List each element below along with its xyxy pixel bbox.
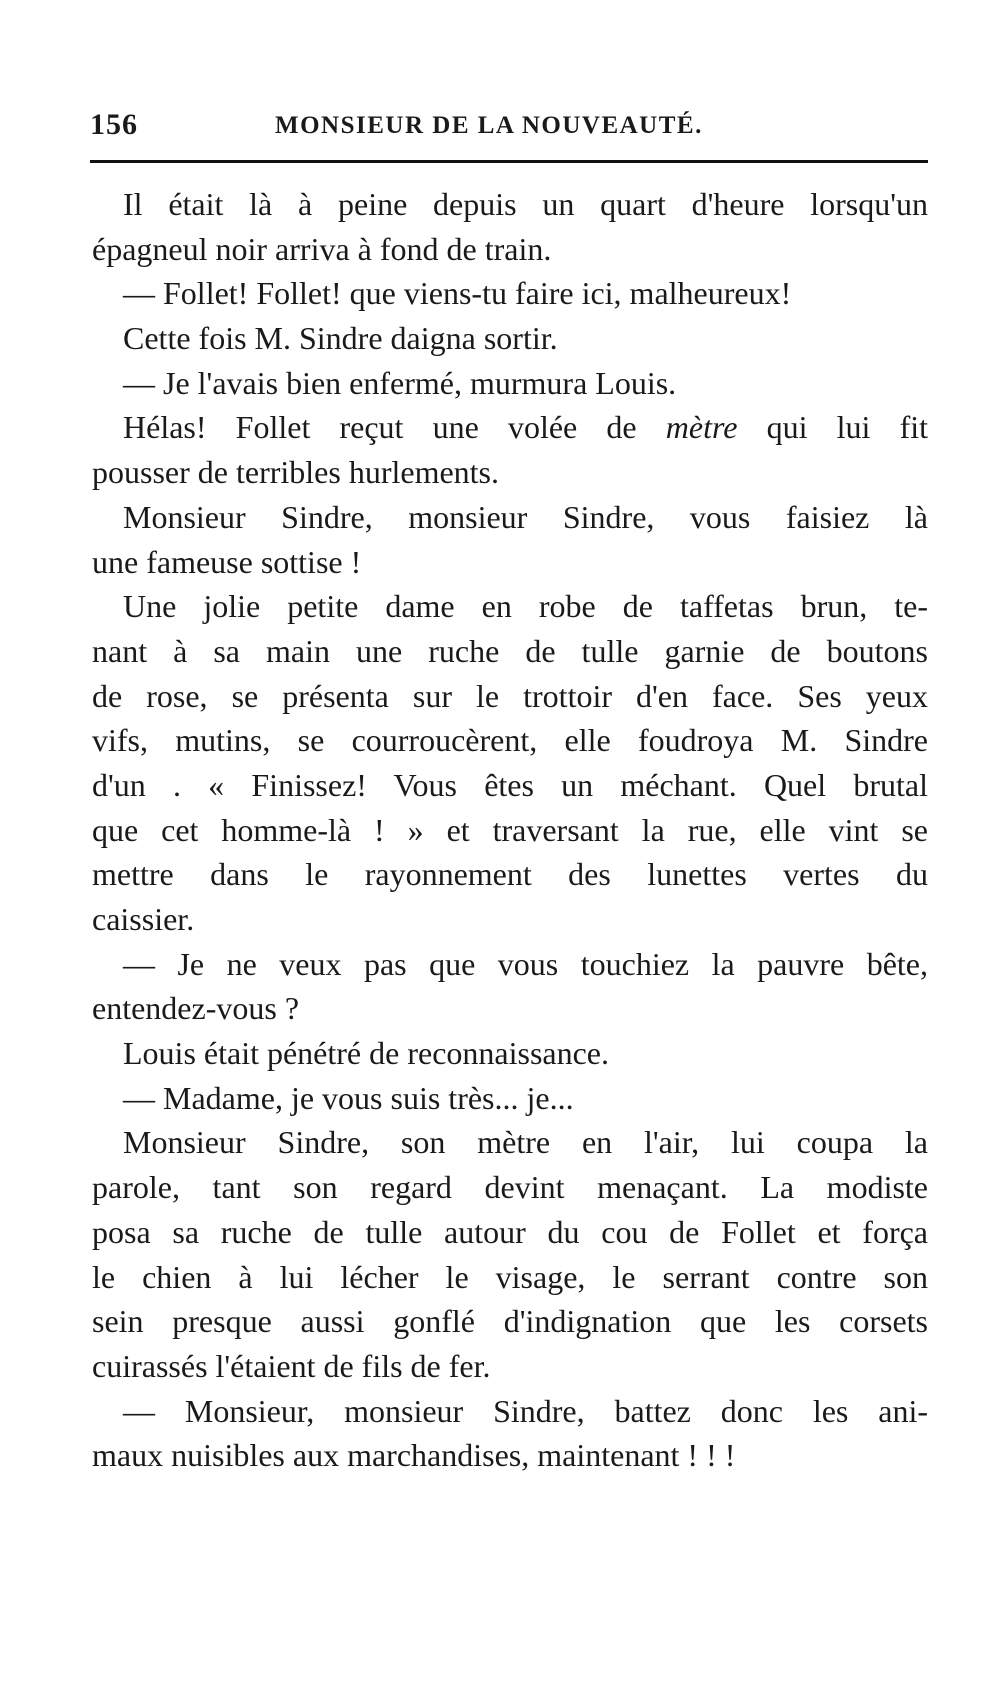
text-line: mettre dans le rayonnement des lunettes vertes du — [92, 856, 928, 893]
page-number: 156 — [90, 108, 138, 141]
text-line: sein presque aussi gonflé d'indignation que les corsets — [92, 1303, 928, 1340]
text-line: Il était là à peine depuis un quart d'heure lorsqu'un — [123, 186, 928, 222]
text-line: Monsieur Sindre, monsieur Sindre, vous faisiez là — [123, 498, 928, 535]
emphasized-word: mètre — [665, 409, 738, 446]
text-line: Cette fois M. Sindre daigna sortir. — [123, 320, 558, 357]
text-line: parole, tant son regard devint menaçant. La modiste — [92, 1169, 928, 1206]
text-line: maux nuisibles aux marchandises, maintenant ! ! ! — [92, 1437, 736, 1474]
text-line: — Madame, je vous suis très... je... — [123, 1079, 574, 1116]
text-line: caissier. — [92, 901, 195, 937]
text-line: de rose, se présenta sur le trottoir d'en face. Ses yeux — [92, 677, 928, 714]
text-line: Hélas! Follet reçut une volée de mètre qui lui fit — [123, 409, 929, 446]
text-line: — Je ne veux pas que vous touchiez la pauvre bête, — [123, 945, 928, 982]
text-line: nant à sa main une ruche de tulle garnie de boutons — [92, 632, 928, 669]
text-line: — Je l'avais bien enfermé, murmura Louis. — [123, 364, 677, 401]
running-title: MONSIEUR DE LA NOUVEAUTÉ. — [275, 112, 703, 139]
text-line: entendez-vous ? — [92, 990, 300, 1027]
text-line: Monsieur Sindre, son mètre en l'air, lui coupa la — [123, 1124, 928, 1161]
text-line: une fameuse sottise ! — [92, 543, 362, 580]
text-line: Une jolie petite dame en robe de taffetas brun, te- — [123, 588, 928, 625]
text-line: épagneul noir arriva à fond de train. — [92, 230, 552, 267]
text-line: posa sa ruche de tulle autour du cou de Follet et força — [92, 1213, 928, 1250]
text-line: pousser de terribles hurlements. — [92, 454, 499, 491]
text-line: — Follet! Follet! que viens-tu faire ici, malheureux! — [123, 275, 792, 312]
text-line: d'un . « Finissez! Vous êtes un méchant. Quel brutal — [92, 766, 928, 803]
text-line: que cet homme-là ! » et traversant la rue, elle vint se — [92, 811, 928, 848]
running-head — [90, 108, 930, 148]
body-text — [92, 182, 928, 1478]
text-line: cuirassés l'étaient de fils de fer. — [92, 1347, 491, 1384]
text-line: le chien à lui lécher le visage, le serrant contre son — [92, 1258, 928, 1295]
text-line: Louis était pénétré de reconnaissance. — [123, 1035, 609, 1072]
text-line: — Monsieur, monsieur Sindre, battez donc les ani- — [123, 1392, 928, 1429]
text-line: vifs, mutins, se courroucèrent, elle foudroya M. Sindre — [92, 722, 928, 759]
header-rule — [90, 160, 928, 163]
